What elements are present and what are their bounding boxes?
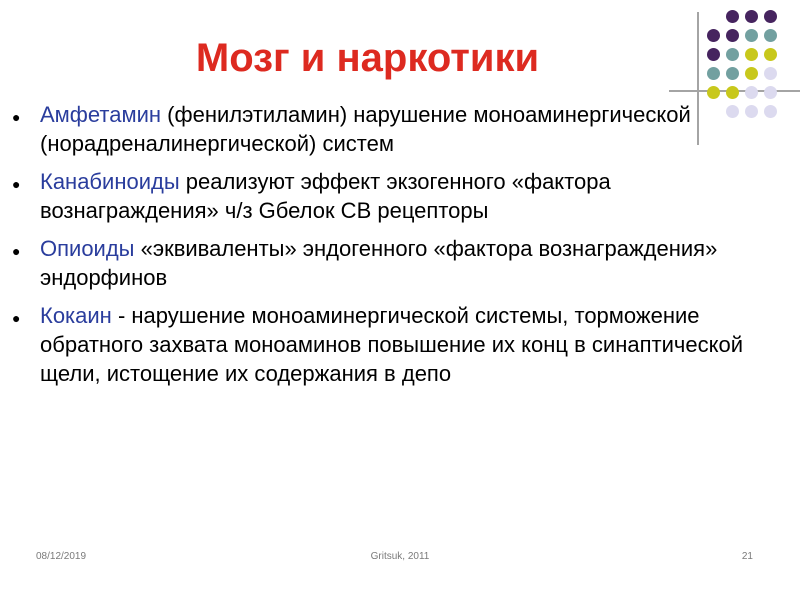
decor-dot [764,10,777,23]
decor-dot [726,86,739,99]
footer-page-number: 21 [741,551,753,562]
decor-dot [707,29,720,42]
bullet-list [10,100,790,397]
decor-dot [707,86,720,99]
item-term: Амфетамин [40,102,162,127]
footer-date: 08/12/2019 [36,551,87,562]
decor-dot [726,29,739,42]
item-text: - нарушение моноаминергической системы, торможение обратного захвата моноаминов повышение их конц в синаптической щели, истощение их содержания в депо [40,303,743,386]
bullet-icon: ● [12,243,21,259]
bullet-icon: ● [12,109,21,125]
decor-dot [726,67,739,80]
decor-dot [764,48,777,61]
item-term: Опиоиды [40,236,135,261]
decor-dot [707,67,720,80]
decor-dot [726,10,739,23]
item-text: реализуют эффект экзогенного «фактора вознаграждения» ч/з Gбелок CB рецепторы [40,169,611,223]
decor-dot [707,48,720,61]
list-item [10,167,790,225]
decor-dot [745,10,758,23]
item-term: Кокаин [40,303,112,328]
decor-dot [726,48,739,61]
list-item [10,100,790,158]
footer-author: Gritsuk, 2011 [370,551,430,562]
decor-dot [745,86,758,99]
item-text: «эквиваленты» эндогенного «фактора вознаграждения» эндорфинов [40,236,718,290]
decor-dot [745,29,758,42]
list-item [10,301,790,388]
bullet-icon: ● [12,176,21,192]
bullet-icon: ● [12,310,21,326]
slide-title: Мозг и наркотики [195,36,540,80]
decor-dot [764,86,777,99]
decor-dot [764,67,777,80]
list-item [10,234,790,292]
decor-dot [745,67,758,80]
item-text: (фенилэтиламин) нарушение моноаминергической (норадреналинергической) систем [40,102,691,156]
item-term: Канабиноиды [40,169,180,194]
decor-dot [745,48,758,61]
decor-dot [764,29,777,42]
